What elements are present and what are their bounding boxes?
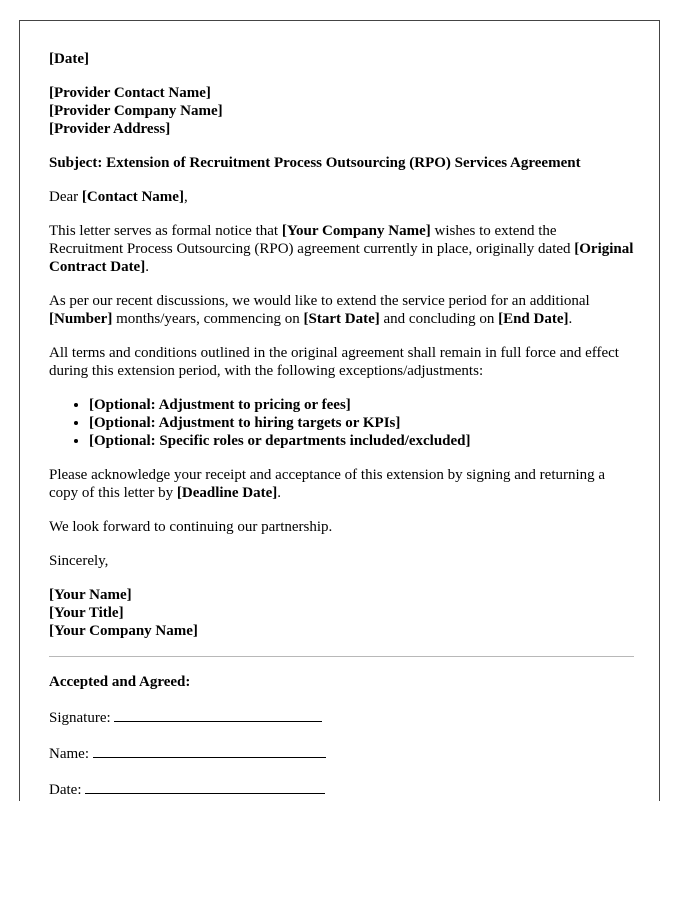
sender-company: [Your Company Name] xyxy=(49,623,198,639)
paragraph-terms: All terms and conditions outlined in the original agreement shall remain in full force and effect during this extension period, with the following exceptions/adjustments: xyxy=(49,345,619,379)
subject-line: Subject: Extension of Recruitment Process Outsourcing (RPO) Services Agreement xyxy=(49,155,581,171)
sender-block xyxy=(49,586,634,640)
name-line xyxy=(93,743,326,758)
sender-name: [Your Name] xyxy=(49,587,132,603)
signature-label: Signature: xyxy=(49,710,115,726)
provider-address: [Provider Address] xyxy=(49,121,171,137)
divider xyxy=(49,656,634,657)
closing: Sincerely, xyxy=(49,553,109,569)
paragraph-notice: This letter serves as formal notice that [Your Company Name] wishes to extend the Recruitment Process Outsourcing (RPO) agreement currently in place, originally dated [Original Contract Date]. xyxy=(49,223,634,275)
deadline-date: [Deadline Date] xyxy=(176,485,278,501)
name-label: Name: xyxy=(49,746,93,762)
signature-row xyxy=(49,707,634,727)
paragraph-acknowledge: Please acknowledge your receipt and acceptance of this extension by signing and returning a copy of this letter by [Deadline Date]. xyxy=(49,467,606,501)
sender-title: [Your Title] xyxy=(49,605,124,621)
original-contract-date: [Original Contract Date] xyxy=(49,241,634,275)
acceptance-heading: Accepted and Agreed: xyxy=(49,674,191,690)
letter-content xyxy=(49,50,634,799)
list-item: • [Optional: Specific roles or departments included/excluded] xyxy=(89,432,634,450)
start-date: [Start Date] xyxy=(303,311,380,327)
list-item: • [Optional: Adjustment to hiring targets or KPIs] xyxy=(89,414,634,432)
paragraph-extension-period: As per our recent discussions, we would like to extend the service period for an additional [Number] months/years, commencing on [Start Date] and concluding on [End Date]. xyxy=(49,293,590,327)
extension-number: [Number] xyxy=(49,311,113,327)
date-label: Date: xyxy=(49,782,86,798)
provider-contact-name: [Provider Contact Name] xyxy=(49,85,211,101)
provider-block xyxy=(49,84,634,138)
date-line xyxy=(85,779,325,794)
date-placeholder: [Date] xyxy=(49,51,89,67)
greeting: Dear [Contact Name], xyxy=(49,189,188,205)
paragraph-partnership: We look forward to continuing our partnership. xyxy=(49,519,333,535)
list-item: • [Optional: Adjustment to pricing or fees] xyxy=(89,396,634,414)
optional-adjustments-list xyxy=(49,396,634,450)
your-company-name: [Your Company Name] xyxy=(281,223,431,239)
end-date: [End Date] xyxy=(498,311,569,327)
date-row xyxy=(49,779,634,799)
provider-company-name: [Provider Company Name] xyxy=(49,103,223,119)
name-row xyxy=(49,743,634,763)
signature-line xyxy=(114,707,322,722)
letter-page xyxy=(19,20,660,801)
greeting-contact-name: [Contact Name] xyxy=(81,189,184,205)
